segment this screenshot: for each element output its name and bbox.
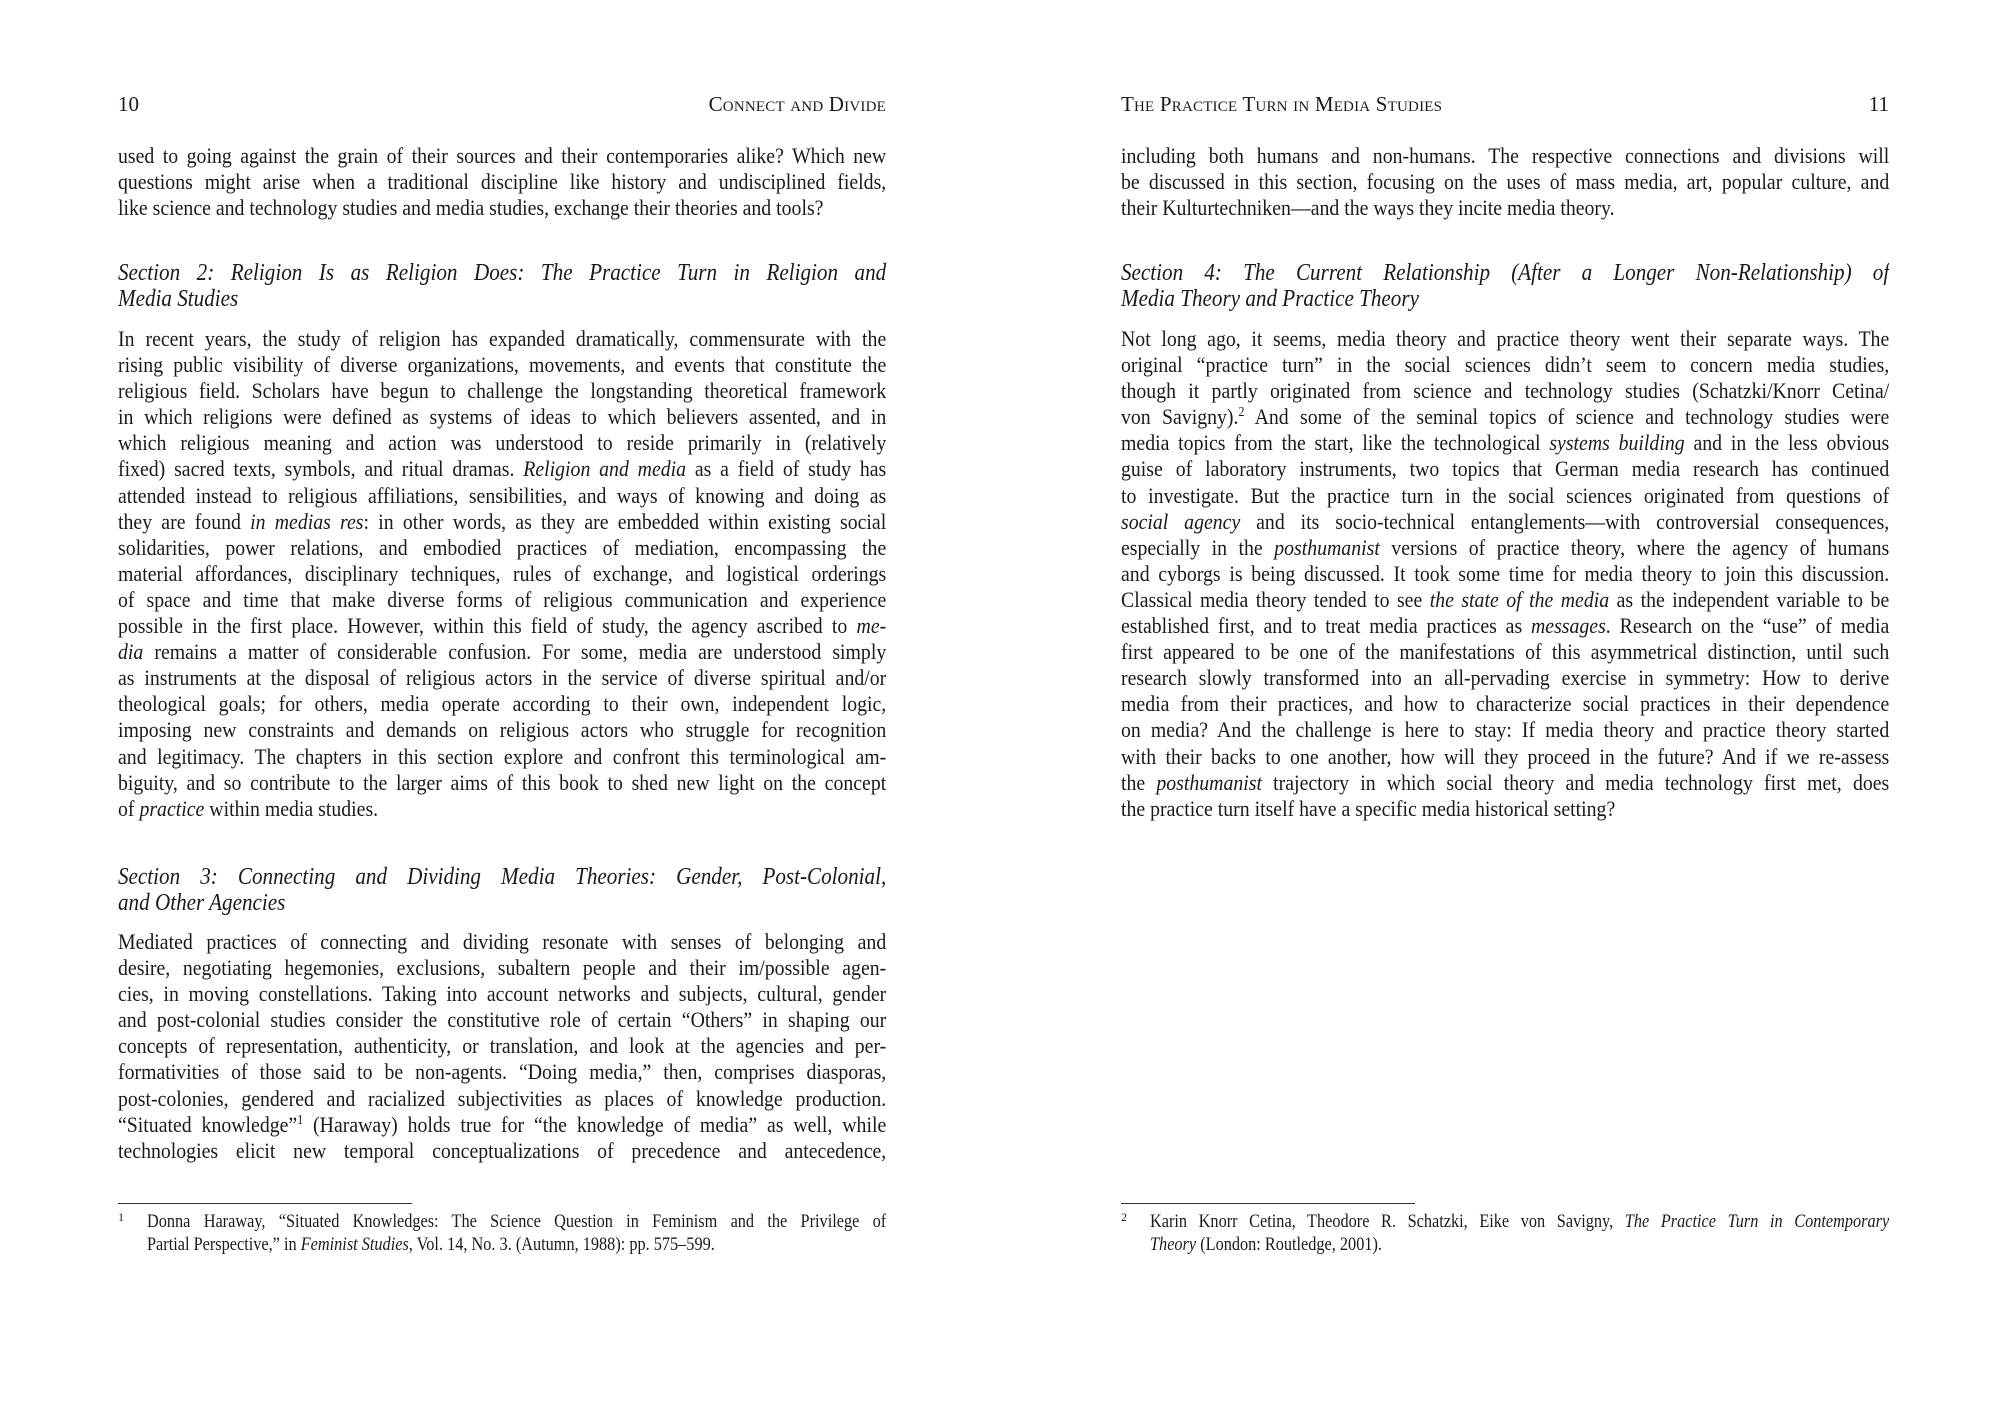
text-run: biguity, and so contribute to the larger aims of this book to shed new light on the concept xyxy=(118,769,887,795)
text-run: of xyxy=(118,795,140,821)
footnote xyxy=(147,1211,886,1257)
text-run: cies, in moving constellations. Taking into account networks and subjects, cultural, gender xyxy=(118,981,887,1007)
text-line xyxy=(118,286,886,312)
page-number-right: 11 xyxy=(1868,92,1889,116)
text-line xyxy=(118,535,886,561)
text-line xyxy=(1121,744,1889,770)
text-line xyxy=(118,1059,886,1085)
text-line xyxy=(118,1033,886,1059)
text-line xyxy=(118,981,886,1007)
text-run: theological goals; for others, media operate according to their own, independent logic, xyxy=(118,691,887,717)
text-run: and cyborgs is being discussed. It took some time for media theory to join this discussion. xyxy=(1121,560,1890,586)
footnote-number: 2 xyxy=(1121,1210,1127,1224)
text-line xyxy=(118,509,886,535)
text-run: rising public visibility of diverse organizations, movements, and events that constitute the xyxy=(118,352,887,378)
text-run: formativities of those said to be non-agents. “Doing media,” then, comprises diasporas, xyxy=(118,1059,887,1085)
text-line xyxy=(1121,378,1889,404)
italic-text: Religion and media xyxy=(523,456,687,482)
italic-text: social agency xyxy=(1121,508,1241,534)
text-line xyxy=(118,890,886,916)
text-line xyxy=(1121,483,1889,509)
running-head-left: Connect and Divide xyxy=(708,92,886,116)
text-line xyxy=(1121,195,1889,221)
text-line xyxy=(118,665,886,691)
text-run: . Research on the “use” of media xyxy=(1605,613,1890,639)
text-line xyxy=(118,691,886,717)
section-heading xyxy=(1121,260,1889,312)
text-run: In recent years, the study of religion has expanded dramatically, commensurate with the xyxy=(118,326,887,351)
text-run: post-colonies, gendered and racialized subjectivities as places of knowledge production. xyxy=(118,1085,887,1111)
footnote-number: 1 xyxy=(118,1210,124,1224)
text-run: possible in the first place. However, within this field of study, the agency ascribed to xyxy=(118,613,857,639)
text-run: with their backs to one another, how will they proceed in the future? And if we re-assess xyxy=(1121,743,1890,769)
text-run: Section 3: Connecting and Dividing Media Theories: Gender, Post-Colonial, xyxy=(118,864,887,890)
text-run: including both humans and non-humans. The respective connections and divisions will xyxy=(1121,143,1890,168)
paragraph xyxy=(118,143,886,221)
text-line xyxy=(118,352,886,378)
text-line xyxy=(118,1086,886,1112)
text-line xyxy=(1121,535,1889,561)
text-line xyxy=(1150,1211,1889,1234)
text-run: (London: Routledge, 2001). xyxy=(1196,1235,1382,1255)
text-line xyxy=(118,143,886,169)
text-run: , Vol. 14, No. 3. (Autumn, 1988): pp. 575–599. xyxy=(408,1235,715,1255)
text-run: guise of laboratory instruments, two topics that German media research has continued xyxy=(1121,456,1890,482)
text-run: (Haraway) holds true for “the knowledge of media” as well, while xyxy=(303,1111,887,1137)
text-run: and its socio-technical entanglements—with controversial consequences, xyxy=(1240,508,1890,534)
page-number-left: 10 xyxy=(118,92,139,116)
paragraph xyxy=(118,326,886,822)
italic-text: practice xyxy=(139,795,205,821)
text-run: especially in the xyxy=(1121,534,1275,560)
text-run: their Kulturtechniken—and the ways they incite media theory. xyxy=(1121,195,1615,221)
text-line xyxy=(1150,1234,1889,1257)
text-line xyxy=(118,430,886,456)
text-run: remains a matter of considerable confusion. For some, media are understood simply xyxy=(143,639,887,665)
text-line xyxy=(1121,770,1889,796)
text-run: though it partly originated from science and technology studies (Schatzki/Knorr Cetina/ xyxy=(1121,378,1890,404)
text-line xyxy=(118,796,886,822)
text-run: questions might arise when a traditional discipline like history and undisciplined fields, xyxy=(118,169,887,195)
italic-text: systems building xyxy=(1549,430,1685,456)
text-run: And some of the seminal topics of science and technology studies were xyxy=(1244,404,1890,430)
italic-text: Theory xyxy=(1150,1235,1197,1255)
paragraph xyxy=(1121,326,1889,822)
text-run: Media Theory and Practice Theory xyxy=(1121,286,1419,313)
text-run: attended instead to religious affiliations, sensibilities, and ways of knowing and doing as xyxy=(118,482,887,508)
text-line xyxy=(1121,143,1889,169)
text-line xyxy=(118,1138,886,1164)
text-run: media topics from the start, like the technological xyxy=(1121,430,1550,456)
text-line xyxy=(1121,260,1889,286)
text-line xyxy=(118,456,886,482)
text-run: media from their practices, and how to characterize social practices in their dependence xyxy=(1121,691,1890,717)
section-heading xyxy=(118,864,886,916)
text-run: as the independent variable to be xyxy=(1609,586,1890,612)
text-line xyxy=(1121,404,1889,430)
text-run: solidarities, power relations, and embodied practices of mediation, encompassing the xyxy=(118,534,887,560)
text-run: original “practice turn” in the social sciences didn’t seem to concern media studies, xyxy=(1121,352,1890,378)
italic-text: Feminist Studies xyxy=(300,1235,409,1255)
text-run: they are found xyxy=(118,508,251,534)
italic-text: posthumanist xyxy=(1274,534,1380,560)
italic-text: the state of the media xyxy=(1429,586,1610,612)
text-line xyxy=(118,929,886,955)
italic-text: me- xyxy=(856,613,887,639)
text-line xyxy=(147,1211,886,1234)
text-line xyxy=(1121,665,1889,691)
text-line xyxy=(118,326,886,352)
text-run: and legitimacy. The chapters in this section explore and confront this terminological am- xyxy=(118,743,887,769)
text-line xyxy=(1121,613,1889,639)
text-run: be discussed in this section, focusing on the uses of mass media, art, popular culture, and xyxy=(1121,169,1890,195)
text-line xyxy=(1121,561,1889,587)
text-run: Classical media theory tended to see xyxy=(1121,586,1430,612)
text-line xyxy=(1121,639,1889,665)
running-head-right: The Practice Turn in Media Studies xyxy=(1121,92,1443,116)
text-run: technologies elicit new temporal conceptualizations of precedence and antecedence, xyxy=(118,1137,887,1163)
text-run: of space and time that make diverse forms of religious communication and experience xyxy=(118,586,887,612)
text-run: first appeared to be one of the manifestations of this asymmetrical distinction, until such xyxy=(1121,639,1890,665)
text-run: Partial Perspective,” in xyxy=(147,1235,301,1255)
footnote-rule xyxy=(118,1203,412,1204)
text-run: Donna Haraway, “Situated Knowledges: The Science Question in Feminism and the Privilege of xyxy=(147,1212,887,1232)
text-run: research slowly transformed into an all-pervading exercise in symmetry: How to derive xyxy=(1121,665,1890,691)
italic-text: messages xyxy=(1531,613,1606,639)
text-line xyxy=(1121,691,1889,717)
text-line xyxy=(118,717,886,743)
italic-text: The Practice Turn in Contemporary xyxy=(1624,1212,1890,1232)
text-line xyxy=(118,744,886,770)
text-run: the practice turn itself have a specific media historical setting? xyxy=(1121,795,1616,821)
text-line xyxy=(118,483,886,509)
text-run: on media? And the challenge is here to stay: If media theory and practice theory started xyxy=(1121,717,1890,743)
text-line xyxy=(118,639,886,665)
text-line xyxy=(147,1234,886,1257)
italic-text: posthumanist xyxy=(1156,769,1262,795)
text-run: versions of practice theory, where the agency of humans xyxy=(1379,534,1890,560)
text-run: used to going against the grain of their sources and their contemporaries alike? Which new xyxy=(118,143,887,168)
text-run: Media Studies xyxy=(118,286,239,313)
text-line xyxy=(1121,509,1889,535)
text-run: fixed) sacred texts, symbols, and ritual dramas. xyxy=(118,456,524,482)
paragraph xyxy=(1121,143,1889,221)
text-line xyxy=(1121,286,1889,312)
text-run: Karin Knorr Cetina, Theodore R. Schatzki, Eike von Savigny, xyxy=(1150,1212,1625,1232)
text-run: Section 2: Religion Is as Religion Does: The Practice Turn in Religion and xyxy=(118,260,887,286)
text-run: as instruments at the disposal of religious actors in the service of diverse spiritual and/or xyxy=(118,665,887,691)
text-run: within media studies. xyxy=(204,795,379,821)
text-run: Section 4: The Current Relationship (After a Longer Non-Relationship) of xyxy=(1121,260,1890,286)
text-run: and Other Agencies xyxy=(118,890,286,917)
footnote-reference[interactable]: 2 xyxy=(1238,404,1245,420)
text-line xyxy=(1121,717,1889,743)
text-run: like science and technology studies and media studies, exchange their theories and tools? xyxy=(118,195,824,221)
text-line xyxy=(118,864,886,890)
text-line xyxy=(118,1007,886,1033)
text-line xyxy=(1121,587,1889,613)
text-run: desire, negotiating hegemonies, exclusions, subaltern people and their im/possible agen- xyxy=(118,955,887,981)
text-line xyxy=(118,561,886,587)
text-run: imposing new constraints and demands on religious actors who struggle for recognition xyxy=(118,717,887,743)
text-line xyxy=(118,1112,886,1138)
text-run: material affordances, disciplinary techniques, rules of exchange, and logistical orderings xyxy=(118,560,887,586)
text-run: concepts of representation, authenticity, or translation, and look at the agencies and per- xyxy=(118,1033,887,1059)
text-line xyxy=(118,955,886,981)
text-line xyxy=(1121,430,1889,456)
text-run: religious field. Scholars have begun to challenge the longstanding theoretical framework xyxy=(118,378,887,404)
text-line xyxy=(1121,796,1889,822)
paragraph xyxy=(118,929,886,1164)
text-line xyxy=(1121,326,1889,352)
text-line xyxy=(118,169,886,195)
text-line xyxy=(1121,456,1889,482)
text-run: trajectory in which social theory and media technology first met, does xyxy=(1261,769,1890,795)
text-run: Mediated practices of connecting and dividing resonate with senses of belonging and xyxy=(118,929,887,954)
text-run: Not long ago, it seems, media theory and practice theory went their separate ways. The xyxy=(1121,326,1890,351)
footnote xyxy=(1150,1211,1889,1257)
text-line xyxy=(1121,352,1889,378)
footnote-rule xyxy=(1121,1203,1415,1204)
text-run: “Situated knowledge” xyxy=(118,1111,298,1137)
text-run: and in the less obvious xyxy=(1684,430,1890,456)
text-line xyxy=(118,195,886,221)
text-line xyxy=(118,613,886,639)
text-line xyxy=(118,587,886,613)
text-run: established first, and to treat media practices as xyxy=(1121,613,1532,639)
text-run: in which religions were defined as systems of ideas to which believers assented, and in xyxy=(118,404,887,430)
section-heading xyxy=(118,260,886,312)
text-run: the xyxy=(1121,769,1157,795)
text-line xyxy=(118,770,886,796)
text-run: von Savigny). xyxy=(1121,404,1239,430)
italic-text: in medias res xyxy=(250,508,364,534)
text-line xyxy=(118,378,886,404)
text-run: to investigate. But the practice turn in the social sciences originated from questions of xyxy=(1121,482,1890,508)
footnote-reference[interactable]: 1 xyxy=(297,1111,304,1127)
text-run: and post-colonial studies consider the constitutive role of certain “Others” in shaping our xyxy=(118,1007,887,1033)
text-line xyxy=(1121,169,1889,195)
italic-text: dia xyxy=(118,639,144,665)
text-run: : in other words, as they are embedded within existing social xyxy=(363,508,887,534)
text-run: as a field of study has xyxy=(686,456,887,482)
text-run: which religious meaning and action was understood to reside primarily in (relatively xyxy=(118,430,887,456)
text-line xyxy=(118,260,886,286)
text-line xyxy=(118,404,886,430)
